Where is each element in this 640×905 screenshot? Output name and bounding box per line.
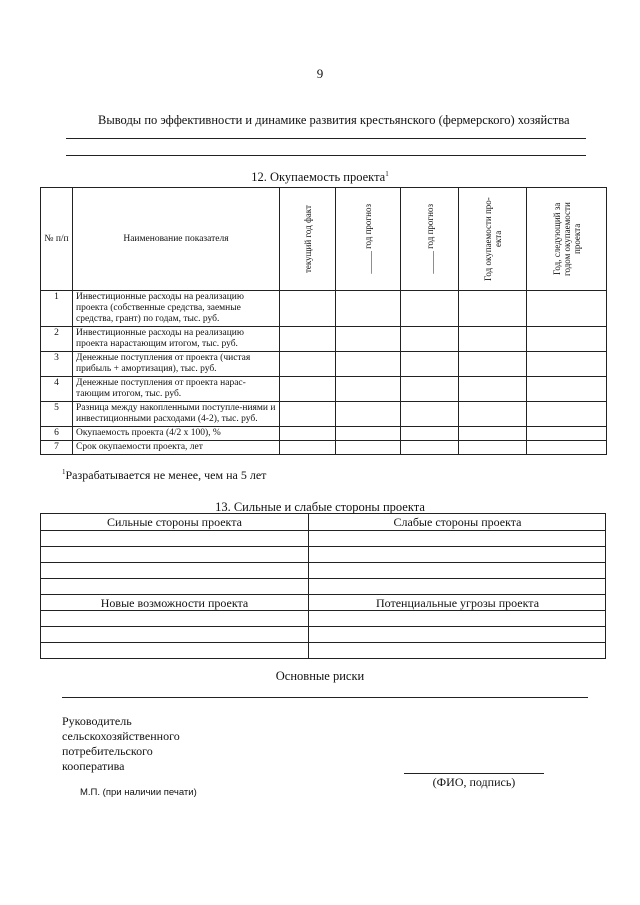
table-header-row <box>41 188 607 291</box>
row-no: 4 <box>41 377 73 402</box>
conclusions-line-1 <box>66 138 586 139</box>
cell[interactable] <box>280 402 336 427</box>
table-row <box>41 352 607 377</box>
role-line: сельскохозяйственного <box>62 729 180 743</box>
table-row <box>41 441 607 455</box>
cell[interactable] <box>336 327 401 352</box>
row-no: 7 <box>41 441 73 455</box>
row-no: 3 <box>41 352 73 377</box>
table-row <box>41 291 607 327</box>
header-current-year: текущий год факт <box>280 188 336 291</box>
header-name: Наименование показателя <box>73 188 280 291</box>
swot-divider <box>308 514 309 658</box>
cell[interactable] <box>459 327 527 352</box>
risks-heading: Основные риски <box>275 669 365 683</box>
cell[interactable] <box>527 352 607 377</box>
strengths-header: Сильные стороны проекта <box>107 515 242 529</box>
footnote-text: Разрабатывается не менее, чем на 5 лет <box>65 468 267 482</box>
weaknesses-header: Слабые стороны проекта <box>393 515 522 529</box>
conclusions-line-2 <box>66 155 586 156</box>
cell[interactable] <box>336 291 401 327</box>
cell[interactable] <box>459 352 527 377</box>
table-row <box>41 427 607 441</box>
cell[interactable] <box>336 352 401 377</box>
header-next-year: Год, следующий за годом окупаемости проекта <box>527 188 607 291</box>
cell[interactable] <box>280 427 336 441</box>
row-name: Денежные поступления от проекта (чистая прибыль + амортизация), тыс. руб. <box>73 352 280 377</box>
cell[interactable] <box>336 377 401 402</box>
section13-title: 13. Сильные и слабые стороны проекта <box>215 500 425 514</box>
cell[interactable] <box>527 377 607 402</box>
swot-row-line <box>41 530 605 531</box>
cell[interactable] <box>401 327 459 352</box>
row-no: 2 <box>41 327 73 352</box>
row-no: 5 <box>41 402 73 427</box>
cell[interactable] <box>280 377 336 402</box>
cell[interactable] <box>280 441 336 455</box>
swot-table <box>40 513 606 659</box>
section12-title <box>200 170 440 185</box>
row-no: 1 <box>41 291 73 327</box>
signature-role <box>62 714 180 774</box>
swot-row-line <box>41 578 605 579</box>
table-row <box>41 402 607 427</box>
cell[interactable] <box>459 402 527 427</box>
cell[interactable] <box>280 291 336 327</box>
cell[interactable] <box>401 441 459 455</box>
cell[interactable] <box>459 441 527 455</box>
role-line: Руководитель <box>62 714 132 728</box>
role-line: кооператива <box>62 759 125 773</box>
threats-header: Потенциальные угрозы проекта <box>375 596 540 610</box>
page-number: 9 <box>316 66 324 81</box>
conclusions-heading: Выводы по эффективности и динамике развития крестьянского (фермерского) хозяйства <box>98 113 570 127</box>
role-line: потребительского <box>62 744 153 758</box>
row-name: Окупаемость проекта (4/2 х 100), % <box>73 427 280 441</box>
cell[interactable] <box>401 402 459 427</box>
swot-row-line <box>41 546 605 547</box>
cell[interactable] <box>336 402 401 427</box>
opportunities-header: Новые возможности проекта <box>100 596 249 610</box>
table-row <box>41 377 607 402</box>
footnote-mark: 1 <box>62 468 66 476</box>
row-no: 6 <box>41 427 73 441</box>
fio-label: (ФИО, подпись) <box>432 775 516 789</box>
swot-row-line <box>41 594 605 595</box>
swot-row-line <box>41 562 605 563</box>
row-name: Денежные поступления от проекта нарас-тающим итогом, тыс. руб. <box>73 377 280 402</box>
header-payback-year: Год окупаемости про-екта <box>459 188 527 291</box>
cell[interactable] <box>459 291 527 327</box>
row-name: Инвестиционные расходы на реализацию проекта нарастающим итогом, тыс. руб. <box>73 327 280 352</box>
cell[interactable] <box>401 377 459 402</box>
footnote <box>62 468 266 483</box>
cell[interactable] <box>280 327 336 352</box>
cell[interactable] <box>336 441 401 455</box>
payback-table <box>40 187 607 455</box>
cell[interactable] <box>527 441 607 455</box>
cell[interactable] <box>401 427 459 441</box>
header-no: № п/п <box>41 188 73 291</box>
cell[interactable] <box>527 327 607 352</box>
risks-line <box>62 697 588 698</box>
row-name: Разница между накопленными поступле-ниями и инвестиционными расходами (4-2), тыс. руб. <box>73 402 280 427</box>
cell[interactable] <box>527 402 607 427</box>
section12-title-text: 12. Окупаемость проекта <box>251 170 386 185</box>
section12-title-sup: 1 <box>385 170 389 178</box>
header-forecast-1: _____ год прогноз <box>336 188 401 291</box>
cell[interactable] <box>527 291 607 327</box>
cell[interactable] <box>336 427 401 441</box>
swot-row-line <box>41 642 605 643</box>
row-name: Срок окупаемости проекта, лет <box>73 441 280 455</box>
cell[interactable] <box>401 291 459 327</box>
swot-row-line <box>41 610 605 611</box>
cell[interactable] <box>459 427 527 441</box>
header-forecast-2: _____ год прогноз <box>401 188 459 291</box>
cell[interactable] <box>527 427 607 441</box>
stamp-label: М.П. (при наличии печати) <box>80 787 197 798</box>
cell[interactable] <box>401 352 459 377</box>
table-row <box>41 327 607 352</box>
swot-row-line <box>41 626 605 627</box>
cell[interactable] <box>280 352 336 377</box>
cell[interactable] <box>459 377 527 402</box>
row-name: Инвестиционные расходы на реализацию проекта (собственные средства, заемные средства, грант) по годам, тыс. руб. <box>73 291 280 327</box>
signature-line <box>404 773 544 774</box>
